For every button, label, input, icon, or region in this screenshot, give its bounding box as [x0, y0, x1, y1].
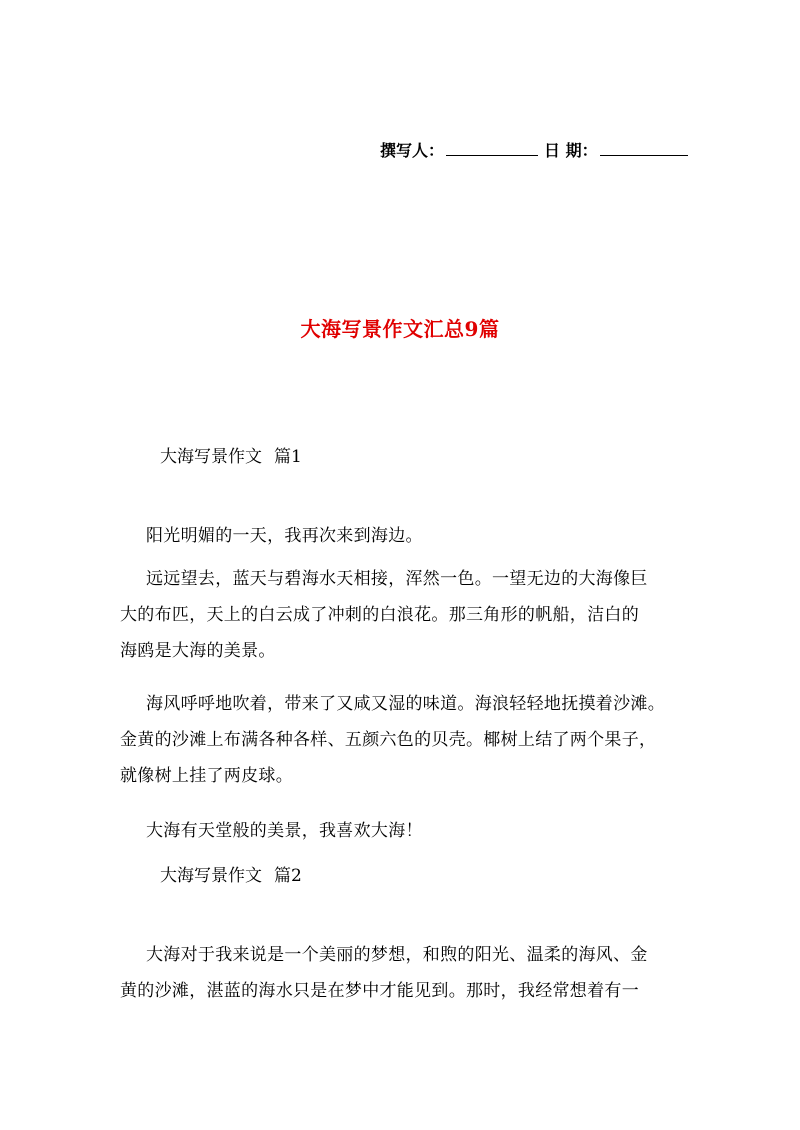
writer-label: 撰写人：: [380, 141, 445, 160]
section-heading-2: [160, 861, 302, 886]
paragraph-line: 金黄的沙滩上布满各种各样、五颜六色的贝壳。椰树上结了两个果子，: [120, 730, 657, 750]
paragraph: [120, 561, 686, 669]
paragraph: [146, 518, 686, 554]
writer-blank: [446, 141, 538, 156]
paragraph: [120, 937, 686, 1009]
paragraph-line: 海鸥是大海的美景。: [120, 641, 276, 661]
paragraph-line: 大海有天堂般的美景，我喜欢大海！: [146, 821, 423, 841]
paragraph-line: 海风呼呼地吹着，带来了又咸又湿的味道。海浪轻轻地抚摸着沙滩。: [146, 694, 665, 714]
section-heading-title: 大海写景作文: [160, 866, 262, 886]
paragraph-line: 阳光明媚的一天，我再次来到海边。: [146, 526, 423, 546]
paragraph-line: 大的布匹，天上的白云成了冲刺的白浪花。那三角形的帆船，洁白的: [120, 605, 639, 625]
section-heading-title: 大海写景作文: [160, 447, 262, 467]
paragraph: [120, 686, 686, 794]
section-heading-number: 篇1: [274, 447, 302, 467]
paragraph: [146, 813, 686, 849]
paragraph-line: 远远望去，蓝天与碧海水天相接，浑然一色。一望无边的大海像巨: [146, 569, 648, 589]
document-title: 大海写景作文汇总9篇: [300, 317, 500, 341]
section-heading-1: [160, 442, 302, 467]
paragraph-line: 大海对于我来说是一个美丽的梦想，和煦的阳光、温柔的海风、金: [146, 945, 648, 965]
paragraph-line: 黄的沙滩，湛蓝的海水只是在梦中才能见到。那时，我经常想着有一: [120, 981, 639, 1001]
author-date-line: [380, 138, 690, 161]
section-heading-number: 篇2: [274, 866, 302, 886]
paragraph-line: 就像树上挂了两皮球。: [120, 766, 293, 786]
date-label: 日 期：: [544, 141, 598, 160]
date-blank: [600, 141, 688, 156]
